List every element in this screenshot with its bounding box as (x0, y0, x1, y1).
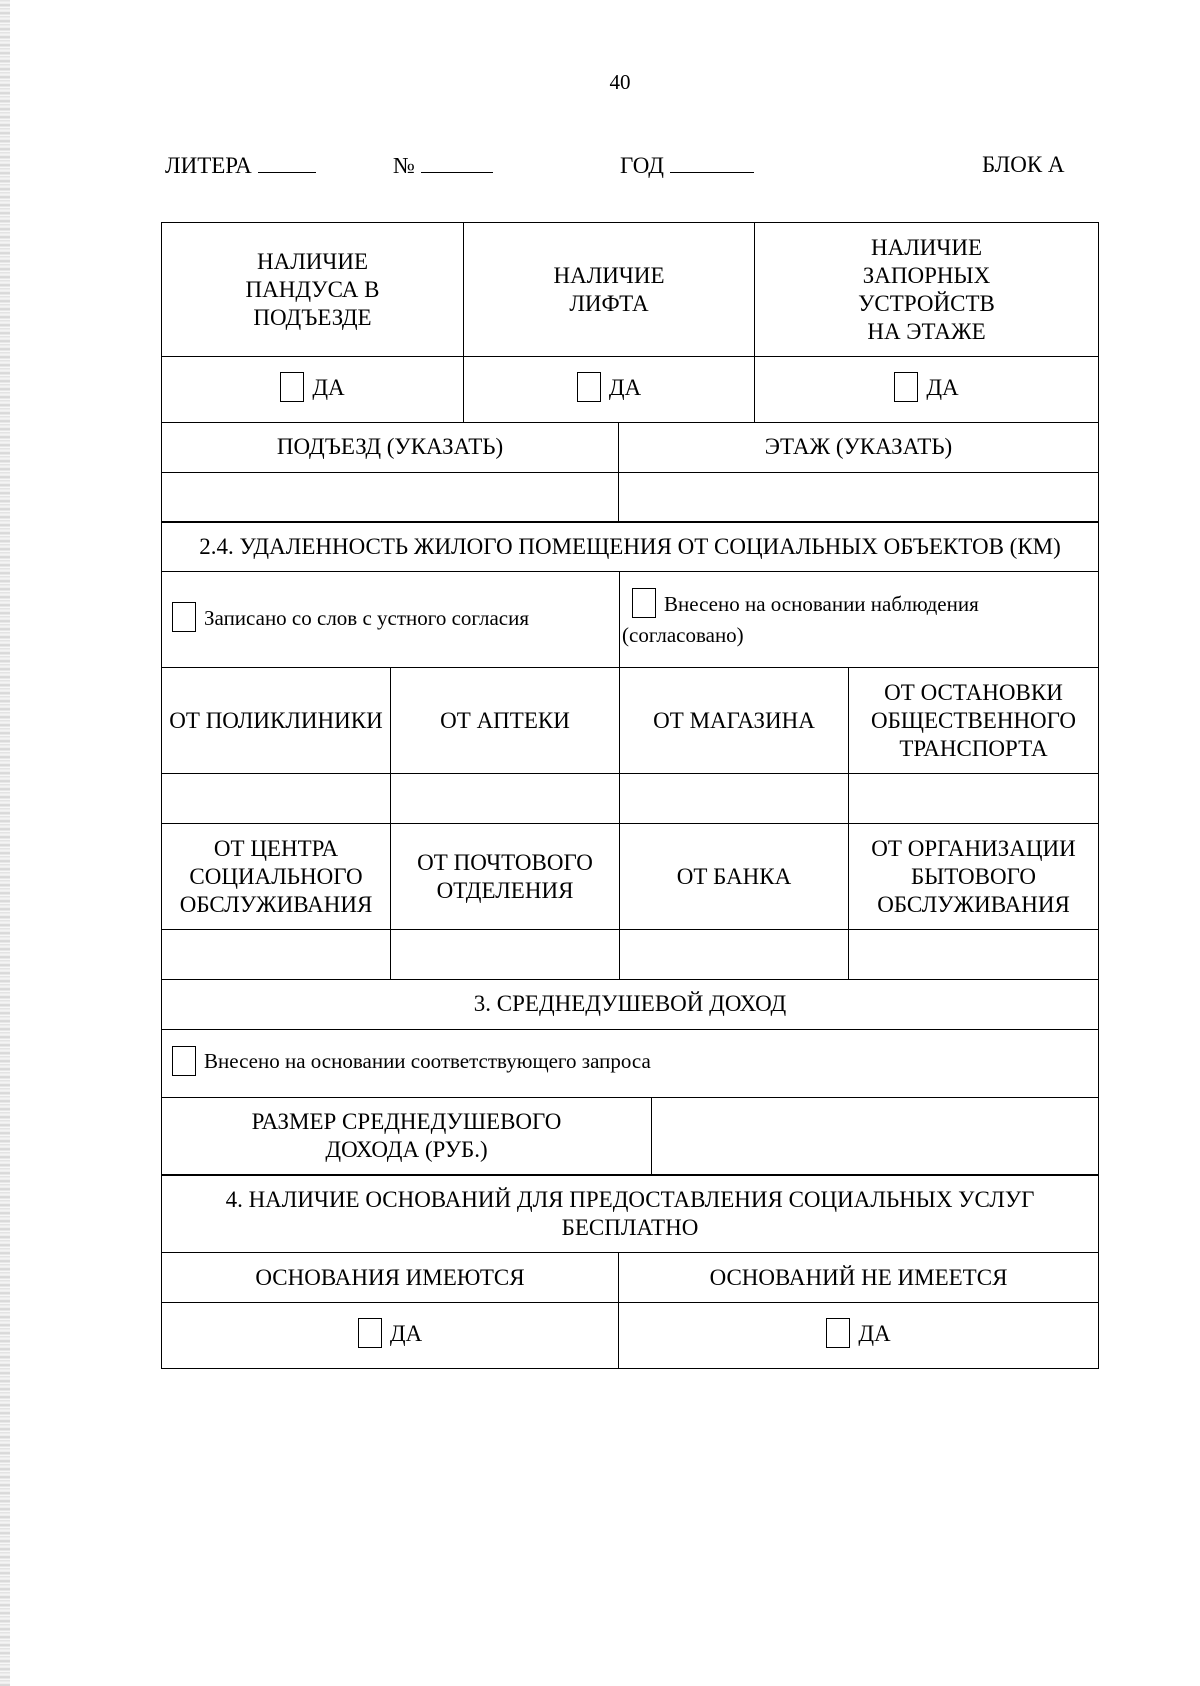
year-blank[interactable] (670, 152, 754, 173)
distance-title: 2.4. УДАЛЕННОСТЬ ЖИЛОГО ПОМЕЩЕНИЯ ОТ СОЦИАЛЬНЫХ ОБЪЕКТОВ (КМ) (162, 522, 1099, 572)
entrance-label: ПОДЪЕЗД (УКАЗАТЬ) (162, 422, 619, 472)
grounds-have-not-label: ОСНОВАНИЙ НЕ ИМЕЕТСЯ (619, 1253, 1099, 1303)
entrance-input[interactable] (162, 472, 619, 522)
locks-yes-cell: ДА (755, 357, 1099, 423)
income-source-cell: Внесено на основании соответствующего запроса (162, 1029, 1099, 1097)
pharmacy-header: ОТ АПТЕКИ (391, 668, 620, 774)
number-field (393, 152, 493, 179)
transport-stop-header: ОТ ОСТАНОВКИ ОБЩЕСТВЕННОГО ТРАНСПОРТА (849, 668, 1099, 774)
income-table (161, 979, 1099, 1176)
scan-edge (0, 0, 10, 1686)
post-office-input[interactable] (391, 930, 620, 980)
floor-label: ЭТАЖ (УКАЗАТЬ) (619, 422, 1099, 472)
year-label: ГОД (620, 153, 664, 178)
page-number: 40 (609, 70, 631, 94)
block-label: БЛОК А (982, 152, 1065, 177)
access-table (161, 222, 1099, 423)
bank-header: ОТ БАНКА (620, 824, 849, 930)
transport-stop-input[interactable] (849, 774, 1099, 824)
income-size-label: РАЗМЕР СРЕДНЕДУШЕВОГО ДОХОДА (РУБ.) (162, 1097, 652, 1175)
source-observed-cell: Внесено на основании наблюдения (согласовано) (620, 572, 1099, 668)
form-frame (161, 222, 1098, 1369)
source-observed-checkbox[interactable] (632, 588, 656, 618)
number-label: № (393, 153, 415, 178)
polyclinic-header: ОТ ПОЛИКЛИНИКИ (162, 668, 391, 774)
grounds-have-yes-cell: ДА (162, 1303, 619, 1369)
litera-label: ЛИТЕРА (165, 153, 252, 178)
number-blank[interactable] (421, 152, 493, 173)
pharmacy-input[interactable] (391, 774, 620, 824)
distance-table (161, 521, 1099, 980)
ramp-header: НАЛИЧИЕ ПАНДУСА В ПОДЪЕЗДЕ (162, 223, 464, 357)
social-center-header: ОТ ЦЕНТРА СОЦИАЛЬНОГО ОБСЛУЖИВАНИЯ (162, 824, 391, 930)
ramp-yes-checkbox[interactable] (280, 372, 304, 402)
entrance-table (161, 422, 1099, 523)
income-source-checkbox[interactable] (172, 1046, 196, 1076)
source-oral-cell: Записано со слов с устного согласия (162, 572, 620, 668)
post-office-header: ОТ ПОЧТОВОГО ОТДЕЛЕНИЯ (391, 824, 620, 930)
shop-input[interactable] (620, 774, 849, 824)
litera-field (165, 152, 316, 179)
litera-blank[interactable] (258, 152, 316, 173)
source-oral-checkbox[interactable] (172, 602, 196, 632)
income-title: 3. СРЕДНЕДУШЕВОЙ ДОХОД (162, 979, 1099, 1029)
social-center-input[interactable] (162, 930, 391, 980)
household-service-header: ОТ ОРГАНИЗАЦИИ БЫТОВОГО ОБСЛУЖИВАНИЯ (849, 824, 1099, 930)
year-field (620, 152, 754, 179)
floor-input[interactable] (619, 472, 1099, 522)
lift-yes-cell: ДА (464, 357, 755, 423)
locks-header: НАЛИЧИЕ ЗАПОРНЫХ УСТРОЙСТВ НА ЭТАЖЕ (755, 223, 1099, 357)
grounds-have-not-yes-cell: ДА (619, 1303, 1099, 1369)
household-service-input[interactable] (849, 930, 1099, 980)
grounds-table (161, 1174, 1099, 1369)
grounds-title: 4. НАЛИЧИЕ ОСНОВАНИЙ ДЛЯ ПРЕДОСТАВЛЕНИЯ СОЦИАЛЬНЫХ УСЛУГ БЕСПЛАТНО (162, 1175, 1099, 1253)
lift-header: НАЛИЧИЕ ЛИФТА (464, 223, 755, 357)
polyclinic-input[interactable] (162, 774, 391, 824)
grounds-have-label: ОСНОВАНИЯ ИМЕЮТСЯ (162, 1253, 619, 1303)
grounds-have-not-yes-checkbox[interactable] (826, 1318, 850, 1348)
shop-header: ОТ МАГАЗИНА (620, 668, 849, 774)
locks-yes-checkbox[interactable] (894, 372, 918, 402)
grounds-have-yes-checkbox[interactable] (358, 1318, 382, 1348)
ramp-yes-cell: ДА (162, 357, 464, 423)
bank-input[interactable] (620, 930, 849, 980)
income-size-input[interactable] (652, 1097, 1099, 1175)
lift-yes-checkbox[interactable] (577, 372, 601, 402)
